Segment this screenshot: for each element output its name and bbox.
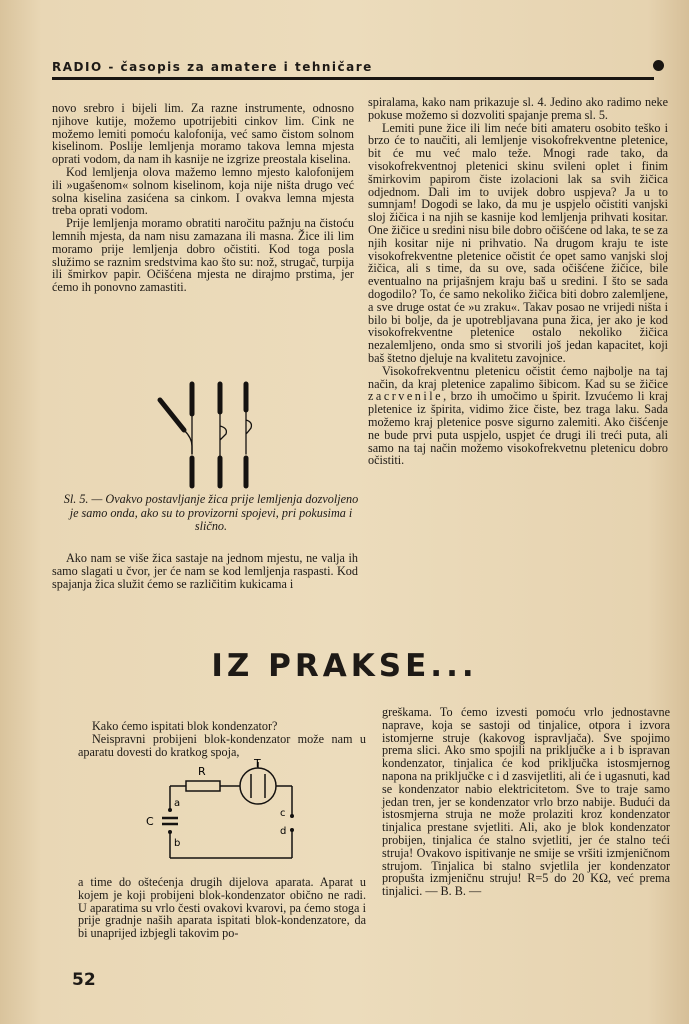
label-r: R [198, 765, 206, 778]
label-b: b [174, 838, 181, 849]
right-column [368, 96, 668, 467]
emphasized-word: zacrvenile [368, 389, 444, 404]
prakse-left-cont [78, 876, 366, 940]
circuit-diagram [140, 758, 315, 870]
text-run: Visokofrekventnu pletenicu očistit ćemo najbolje na taj način, da kraj pletenice zapalimo šibicom. Kad su se žičice [368, 363, 668, 391]
text-run: , brzo ih umočimo u špirit. Izvućemo li kraj pletenice iz špirita, vidimo žice čiste, bez traga laku. Sada možemo kraj pletenice posve sigurno zalemiti. Ako čišćenje ne bude prvi puta uspjelo, uspjet će drugi ili treći puta, ali samo na taj način možemo visokofrekvetnu pletenicu dobro očistiti. [368, 389, 668, 468]
page-number: 52 [72, 970, 96, 990]
paragraph: Ako nam se više žica sastaje na jednom mjestu, ne valja ih samo slagati u čvor, jer će nam se kod lemljenja raspasti. Kod spajanja žica služit ćemo se različitim kukicama i [52, 551, 358, 591]
paragraph: Neispravni probijeni blok-kondenzator može nam u aparatu dovesti do kratkog spoja, [78, 731, 366, 759]
figure-caption: Sl. 5. — Ovakvo postavljanje žica prije lemljenja dozvoljeno je samo onda, ako su to provizorni spojevi, pri pokusima i slično. [63, 492, 359, 533]
header-rule [52, 77, 654, 80]
label-d: d [280, 826, 287, 837]
section-heading: IZ PRAKSE... [211, 648, 478, 684]
header-title: RADIO - časopis za amatere i tehničare [52, 60, 373, 74]
figure-5-wire-illustration [150, 380, 270, 492]
header-dot [653, 60, 664, 71]
paragraph: Lemiti pune žice ili lim neće biti amateru osobito teško i brzo će to naučiti, ali lemljenje visokofrekventne pletenice, bit će mu već malo teže. Mnogi rade tako, da visokofrekventnoj pletenici skinu svileni oplet i finim šmirkovim papirom čiste izolacioni lak sa svih žičica odjednom. Dali im to uvijek dobro uspjeva? Ja u to sumnjam! Dogodi se lako, da mu je uspjelo očistiti vanjski sloj žičica i na njih se kasnije kod lemljenja prihvati kositar. One žičice u sredini nisu bile dobro očišćene od laka, te se za njih kositar nije ni prihvatio. Na drugom kraju te iste visokofrekventne pletenice očistit će opet samo vanjski sloj žičica, ali s time, da su ove, sada očišćene žičice, bile eventualno na prijašnjem kraju baš u sredini. I što se sada dogodilo? To, će samo nekoliko žičica biti dobro zalemljene, a sve druge ostat će »u zraku«. Takav posao ne vrijedi ništa i bilo bi bolje, da je upotrebljavana puna žica, jer ako je kod visokofrekventne pletenice ostalo nekoliko žičica nezalemljeno, onda smo si stvorili još jedan kapacitet, koji baš štetno djeluje na kvalitetu zavojnice. [368, 120, 668, 365]
bottom-left-column [52, 552, 358, 590]
paragraph: a time do oštećenja drugih dijelova aparata. Aparat u kojem je koji probijeni blok-kondenzator obično ne radi. U aparatima su vrlo česti ovakovi kvarovi, pa ćemo stoga i prije gradnje naših aparata ispitati blok-kondenzatore, da bi unaprijed izbjegli takovim po- [78, 875, 366, 941]
paragraph: Prije lemljenja moramo obratiti naročitu pažnju na čistoću lemnih mjesta, da nam nisu zamazana ili masna. Žice ili lim moramo prije lemljenja dobro očistiti. Kod toga posla služimo se raznim sredstvima kao što su: nož, strugač, turpija ili šmirkov papir. Očišćena mjesta ne dirajmo prstima, jer ćemo ih ponovno zamastiti. [52, 216, 354, 295]
label-a: a [174, 798, 181, 809]
label-t: T [254, 758, 261, 770]
top-left-column [52, 102, 354, 294]
question: Kako ćemo ispitati blok kondenzator? [92, 719, 278, 733]
paragraph: Kod lemljenja olova mažemo lemno mjesto kalofonijem ili »ugašenom« solnom kiselinom, koja nije ništa drugo već solna kiselina zasićena sa cinkom. I ovakva lemna mjesta treba oprati vodom. [52, 164, 354, 218]
paragraph [368, 365, 668, 467]
running-header [52, 60, 664, 82]
paragraph: spiralama, kako nam prikazuje sl. 4. Jedino ako radimo neke pokuse možemo si dozvoliti spajanje prema sl. 5. [368, 95, 668, 122]
prakse-left-intro [78, 720, 366, 758]
paragraph: novo srebro i bijeli lim. Za razne instrumente, odnosno njihove kutije, možemo upotrijebiti cinkov lim. Cink ne možemo lemiti pomoću kalofonija, već samo čistom solnom kiselinom. Poslije lemljenja moramo takova lemna mjesta oprati vodom, da nam ih kasnije ne izgrize preostala kiselina. [52, 101, 354, 167]
paragraph: greškama. To ćemo izvesti pomoću vrlo jednostavne naprave, koja se sastoji od tinjalice, otpora i izvora istomjerne struje (kakovog ispravljača). Sve spojimo prema slici. Ako smo spojili na priključke a i b ispravan kondenzator, tinjalica će kod priključka istosmjernog napona na priključke c i d zasvijetliti, ali će i ugasnuti, kad se kondenzator nabio elektricitetom. Sve to traje samo jedan tren, jer se kondenzator vrlo brzo nabije. Budući da istosmjerna struja ne može prolaziti kroz kondenzator tinjalica prestane svjetliti. Ali, ako je blok kondenzator probijen, tinjalica će stalno svjetliti, jer će stalno teći struja! Ovakovo ispitivanje ne smije se vršiti izmjeničnom strujom. Tinjalica bi stalno svjetlila jer kondenzator propušta izmjeničnu struju! R=5 do 20 KΩ, već prema tinjalici. — B. B. — [382, 705, 670, 899]
prakse-right-column [382, 706, 670, 898]
label-c: c [280, 808, 286, 819]
label-capacitor: C [146, 815, 154, 828]
